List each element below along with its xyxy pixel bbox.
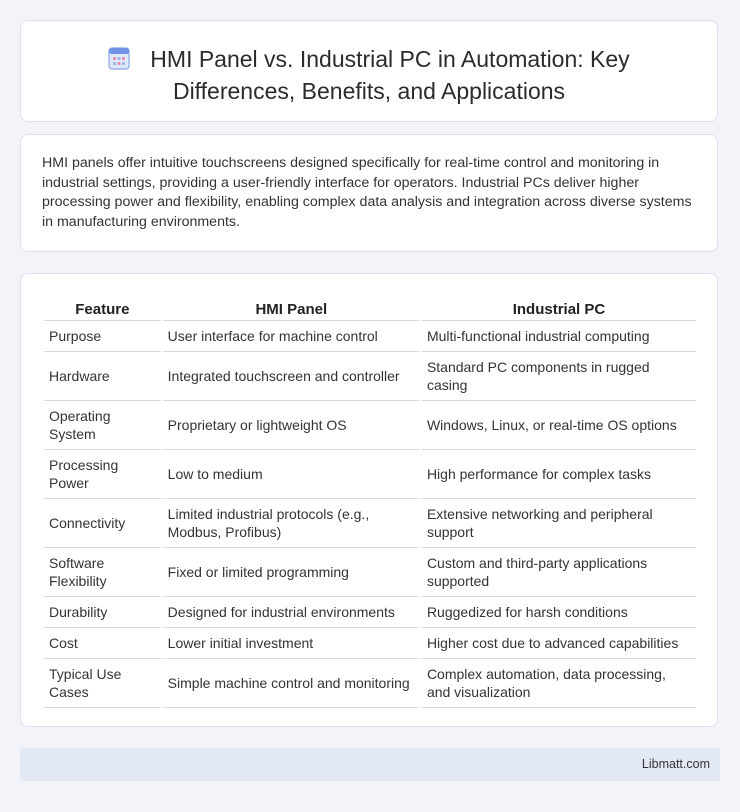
title-line-1: HMI Panel vs. Industrial PC in Automation: Key: [150, 46, 630, 72]
feature-cell: Connectivity: [44, 499, 161, 548]
comparison-card: [20, 273, 718, 727]
comparison-table: [42, 296, 698, 708]
table-row: [44, 628, 696, 659]
title-line-2: Differences, Benefits, and Applications: [172, 78, 566, 104]
feature-cell: Typical Use Cases: [44, 659, 161, 708]
hmi-cell: Simple machine control and monitoring: [163, 659, 420, 708]
hmi-cell: User interface for machine control: [163, 321, 420, 352]
feature-cell: Cost: [44, 628, 161, 659]
feature-cell: Purpose: [44, 321, 161, 352]
table-row: [44, 597, 696, 628]
title-card: [20, 20, 718, 122]
ipc-cell: Multi-functional industrial computing: [422, 321, 696, 352]
hmi-cell: Limited industrial protocols (e.g., Modbus, Profibus): [163, 499, 420, 548]
header-hmi-panel: HMI Panel: [163, 296, 420, 321]
hmi-cell: Fixed or limited programming: [163, 548, 420, 597]
page-title: [21, 45, 717, 106]
table-row: [44, 321, 696, 352]
header-industrial-pc: Industrial PC: [422, 296, 696, 321]
ipc-cell: Custom and third-party applications supported: [422, 548, 696, 597]
table-row: [44, 499, 696, 548]
feature-cell: Software Flexibility: [44, 548, 161, 597]
ipc-cell: Higher cost due to advanced capabilities: [422, 628, 696, 659]
ipc-cell: Extensive networking and peripheral support: [422, 499, 696, 548]
table-row: [44, 450, 696, 499]
feature-cell: Operating System: [44, 401, 161, 450]
feature-cell: Durability: [44, 597, 161, 628]
footer-brand-link[interactable]: Libmatt.com: [641, 757, 710, 771]
table-header-row: [44, 296, 696, 321]
calendar-grid-icon: [108, 46, 130, 77]
hmi-cell: Proprietary or lightweight OS: [163, 401, 420, 450]
table-row: [44, 352, 696, 401]
table-row: [44, 659, 696, 708]
header-feature: Feature: [44, 296, 161, 321]
table-row: [44, 401, 696, 450]
intro-card: [20, 134, 718, 252]
intro-paragraph: HMI panels offer intuitive touchscreens designed specifically for real-time control and monitoring in industrial settings, providing a user-friendly interface for operators. Industrial PCs deliver higher processing power and flexibility, enabling complex data analysis and integration across diverse systems in manufacturing environments.: [42, 155, 692, 230]
hmi-cell: Integrated touchscreen and controller: [163, 352, 420, 401]
ipc-cell: Windows, Linux, or real-time OS options: [422, 401, 696, 450]
hmi-cell: Low to medium: [163, 450, 420, 499]
feature-cell: Hardware: [44, 352, 161, 401]
hmi-cell: Lower initial investment: [163, 628, 420, 659]
table-row: [44, 548, 696, 597]
ipc-cell: Standard PC components in rugged casing: [422, 352, 696, 401]
ipc-cell: Ruggedized for harsh conditions: [422, 597, 696, 628]
ipc-cell: Complex automation, data processing, and visualization: [422, 659, 696, 708]
feature-cell: Processing Power: [44, 450, 161, 499]
footer-bar: [20, 748, 720, 781]
hmi-cell: Designed for industrial environments: [163, 597, 420, 628]
ipc-cell: High performance for complex tasks: [422, 450, 696, 499]
